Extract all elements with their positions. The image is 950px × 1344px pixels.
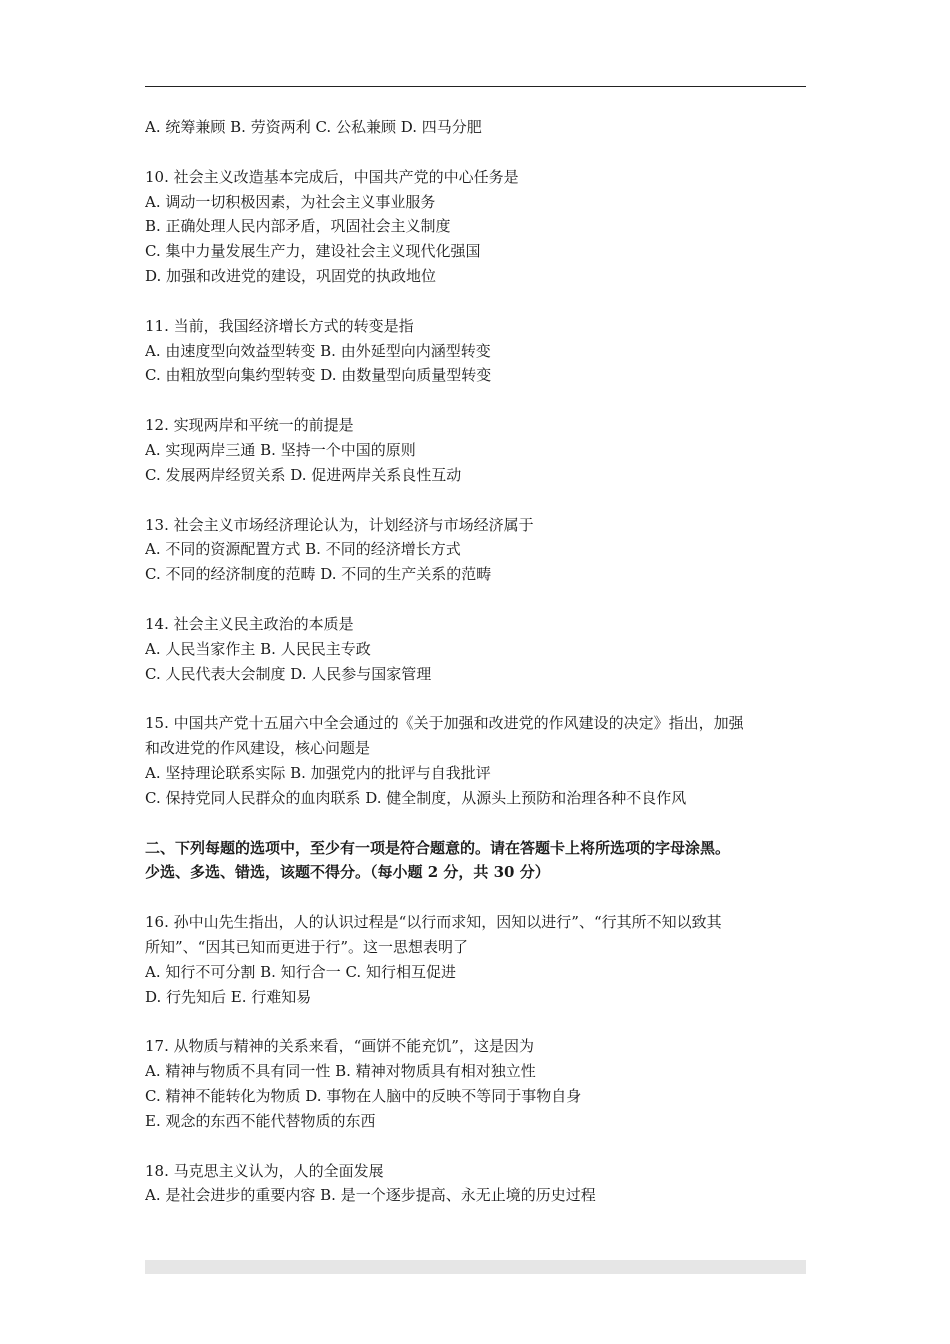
section-heading: 二、下列每题的选项中，至少有一项是符合题意的。请在答题卡上将所选项的字母涂黑。: [145, 838, 731, 857]
question-stem: 15. 中国共产党十五届六中全会通过的《关于加强和改进党的作风建设的决定》指出，加强: [145, 714, 744, 733]
option-line: C. 不同的经济制度的范畴 D. 不同的生产关系的范畴: [145, 565, 492, 584]
footer-bar: [145, 1260, 806, 1274]
question-11: [145, 314, 807, 388]
option-line: C. 集中力量发展生产力，建设社会主义现代化强国: [145, 242, 481, 261]
section-2-instructions: [145, 836, 807, 886]
question-13: [145, 513, 807, 587]
question-stem: 14. 社会主义民主政治的本质是: [145, 614, 354, 633]
option-line: A. 知行不可分割 B. 知行合一 C. 知行相互促进: [145, 962, 456, 981]
option-line: D. 加强和改进党的建设，巩固党的执政地位: [145, 266, 437, 285]
question-stem: 13. 社会主义市场经济理论认为，计划经济与市场经济属于: [145, 515, 534, 534]
question-stem: 11. 当前，我国经济增长方式的转变是指: [145, 316, 414, 335]
option-line: E. 观念的东西不能代替物质的东西: [145, 1111, 376, 1130]
option-line: A. 实现两岸三通 B. 坚持一个中国的原则: [145, 440, 416, 459]
question-14: [145, 612, 807, 686]
option-line: A. 由速度型向效益型转变 B. 由外延型向内涵型转变: [145, 341, 491, 360]
question-17: [145, 1034, 807, 1133]
option-line: B. 正确处理人民内部矛盾，巩固社会主义制度: [145, 217, 451, 236]
question-15: [145, 711, 807, 810]
option-line: C. 保持党同人民群众的血肉联系 D. 健全制度，从源头上预防和治理各种不良作风: [145, 788, 687, 807]
header-rule: [145, 86, 806, 87]
option-line: A. 是社会进步的重要内容 B. 是一个逐步提高、永无止境的历史过程: [145, 1186, 596, 1205]
question-12: [145, 413, 807, 487]
q9-options: A. 统筹兼顾 B. 劳资两利 C. 公私兼顾 D. 四马分肥: [145, 118, 482, 136]
question-16: [145, 910, 807, 1009]
question-18: [145, 1159, 807, 1209]
option-line: C. 发展两岸经贸关系 D. 促进两岸关系良性互动: [145, 465, 462, 484]
document-body: [145, 115, 807, 1208]
option-line: A. 不同的资源配置方式 B. 不同的经济增长方式: [145, 540, 461, 559]
option-line: D. 行先知后 E. 行难知易: [145, 987, 312, 1006]
question-stem: 12. 实现两岸和平统一的前提是: [145, 416, 354, 435]
question-stem: 10. 社会主义改造基本完成后，中国共产党的中心任务是: [145, 167, 519, 186]
question-stem: 16. 孙中山先生指出，人的认识过程是“以行而求知，因知以进行”、“行其所不知以致其: [145, 913, 722, 932]
question-stem: 17. 从物质与精神的关系来看，“画饼不能充饥”，这是因为: [145, 1037, 534, 1056]
question-stem-continued: 所知”、“因其已知而更进于行”。这一思想表明了: [145, 937, 469, 956]
question-stem: 18. 马克思主义认为，人的全面发展: [145, 1161, 384, 1180]
option-line: C. 人民代表大会制度 D. 人民参与国家管理: [145, 664, 432, 683]
option-line: A. 调动一切积极因素，为社会主义事业服务: [145, 192, 436, 211]
option-line: C. 由粗放型向集约型转变 D. 由数量型向质量型转变: [145, 366, 492, 385]
option-line: A. 坚持理论联系实际 B. 加强党内的批评与自我批评: [145, 763, 491, 782]
option-line: A. 人民当家作主 B. 人民民主专政: [145, 639, 371, 658]
question-10: [145, 165, 807, 289]
option-line: C. 精神不能转化为物质 D. 事物在人脑中的反映不等同于事物自身: [145, 1086, 582, 1105]
option-line: A. 精神与物质不具有同一性 B. 精神对物质具有相对独立性: [145, 1062, 536, 1081]
question-stem-continued: 和改进党的作风建设，核心问题是: [145, 739, 371, 758]
section-heading-continued: 少选、多选、错选，该题不得分。（每小题 2 分，共 30 分）: [145, 863, 550, 882]
